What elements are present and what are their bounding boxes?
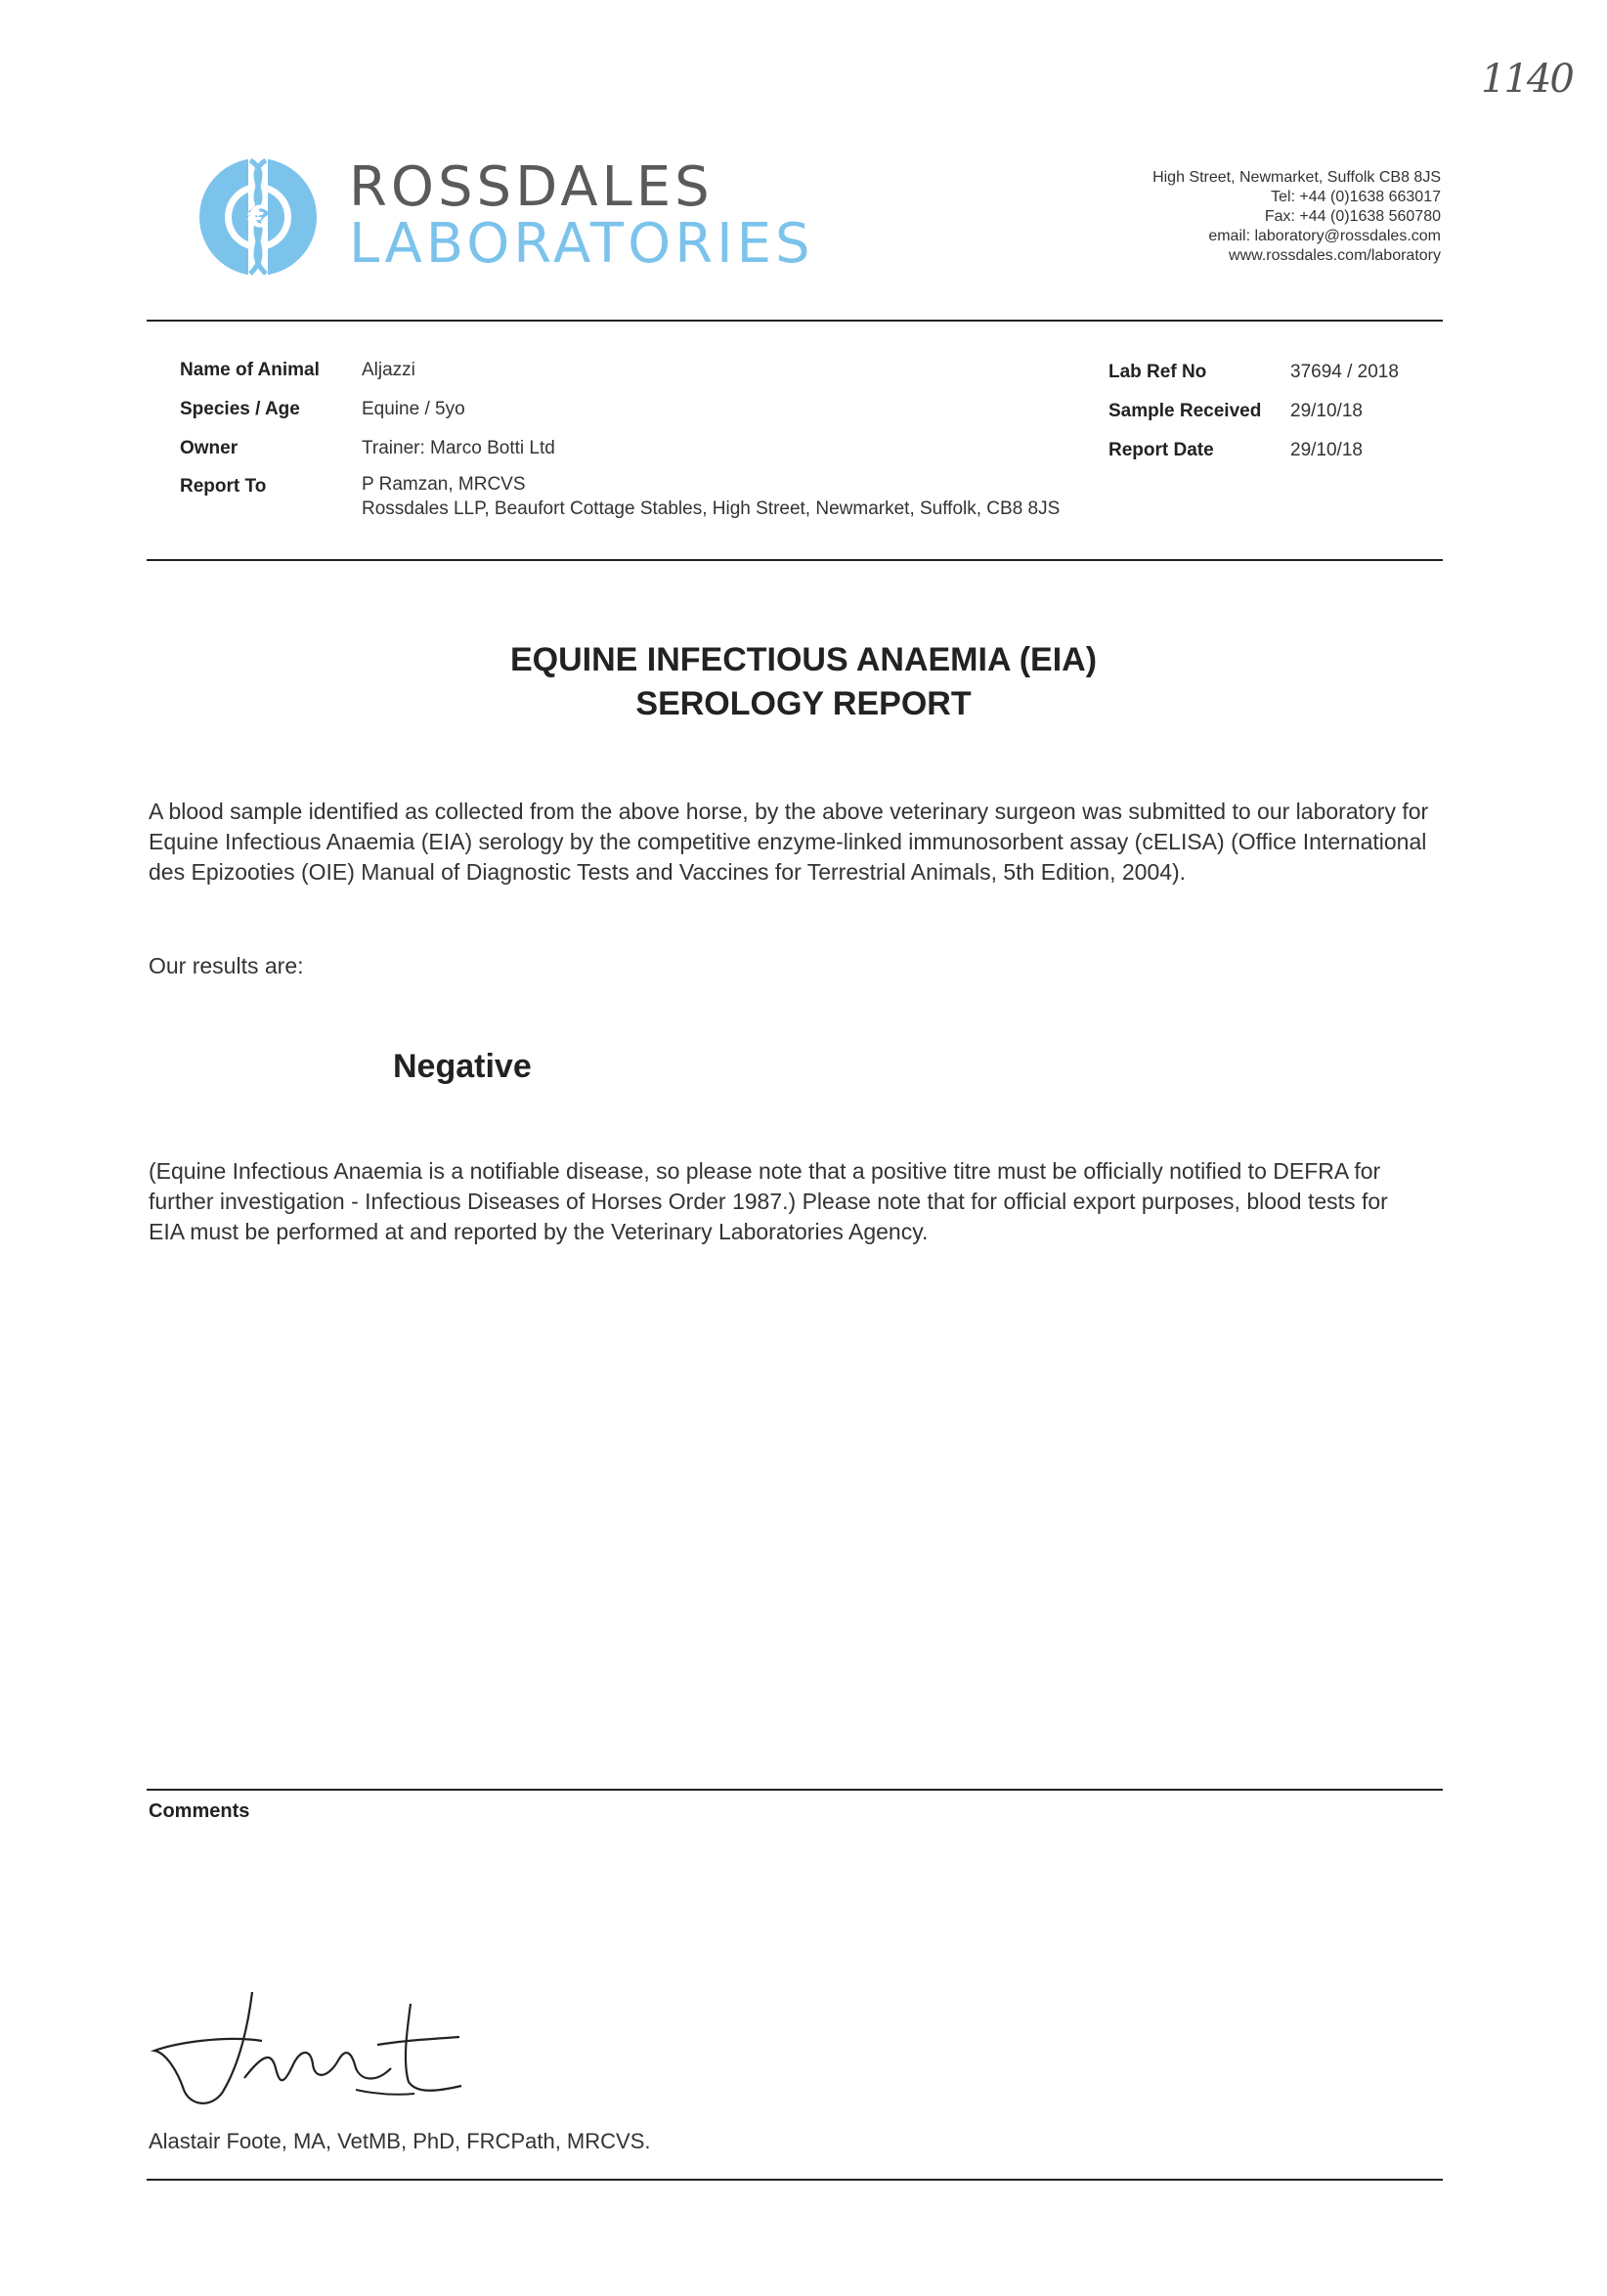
lab-ref-label: Lab Ref No	[1108, 362, 1207, 382]
divider	[147, 320, 1443, 322]
divider	[147, 2179, 1443, 2181]
address-tel: Tel: +44 (0)1638 663017	[1271, 189, 1441, 205]
report-to-address: Rossdales LLP, Beaufort Cottage Stables, High Street, Newmarket, Suffolk, CB8 8JS	[362, 498, 1061, 519]
report-subtitle: SEROLOGY REPORT	[635, 685, 972, 722]
lab-address	[1152, 168, 1441, 266]
address-email: email: laboratory@rossdales.com	[1208, 228, 1441, 244]
result-value: Negative	[393, 1048, 532, 1085]
owner-value: Trainer: Marco Botti Ltd	[362, 438, 555, 458]
svg-text:€: €	[247, 200, 269, 235]
divider	[147, 1789, 1443, 1791]
animal-name-label: Name of Animal	[180, 360, 320, 380]
address-fax: Fax: +44 (0)1638 560780	[1264, 208, 1441, 225]
intro-paragraph: A blood sample identified as collected from the above horse, by the above veterinary surgeon was submitted to our laboratory for Equine Infectious Anaemia (EIA) serology by the competitive enzyme-linked immunosorbent assay (cELISA) (Office International des Epizooties (OIE) Manual of Diagnostic Tests and Vaccines for Terrestrial Animals, 5th Edition, 2004).	[149, 799, 1429, 885]
report-to-name: P Ramzan, MRCVS	[362, 474, 526, 495]
species-label: Species / Age	[180, 399, 300, 419]
lab-name-sub: LABORATORIES	[349, 212, 814, 276]
animal-name-value: Aljazzi	[362, 360, 415, 380]
signatory-name: Alastair Foote, MA, VetMB, PhD, FRCPath, MRCVS.	[149, 2129, 651, 2153]
species-value: Equine / 5yo	[362, 399, 465, 419]
page-number: 1140	[1481, 57, 1573, 102]
lab-name: ROSSDALES	[349, 155, 714, 219]
report-to-label: Report To	[180, 476, 267, 497]
lab-ref-value: 37694 / 2018	[1290, 362, 1399, 382]
note-paragraph: (Equine Infectious Anaemia is a notifiable disease, so please note that a positive titre must be officially notified to DEFRA for further investigation - Infectious Diseases of Horses Order 1987.) Please note that for official export purposes, blood tests for EIA must be performed at and reported by the Veterinary Laboratories Agency.	[149, 1158, 1388, 1244]
report-date-label: Report Date	[1108, 440, 1214, 460]
address-street: High Street, Newmarket, Suffolk CB8 8JS	[1152, 169, 1441, 186]
address-website: www.rossdales.com/laboratory	[1229, 247, 1441, 264]
report-title: EQUINE INFECTIOUS ANAEMIA (EIA)	[509, 641, 1098, 678]
owner-label: Owner	[180, 438, 239, 458]
divider	[147, 559, 1443, 561]
report-date-value: 29/10/18	[1290, 440, 1363, 460]
sample-received-label: Sample Received	[1108, 401, 1262, 421]
comments-label: Comments	[149, 1800, 250, 1822]
results-intro: Our results are:	[149, 953, 304, 978]
signature-image	[147, 1984, 479, 2111]
sample-received-value: 29/10/18	[1290, 401, 1363, 421]
lab-logo-icon	[197, 156, 319, 278]
